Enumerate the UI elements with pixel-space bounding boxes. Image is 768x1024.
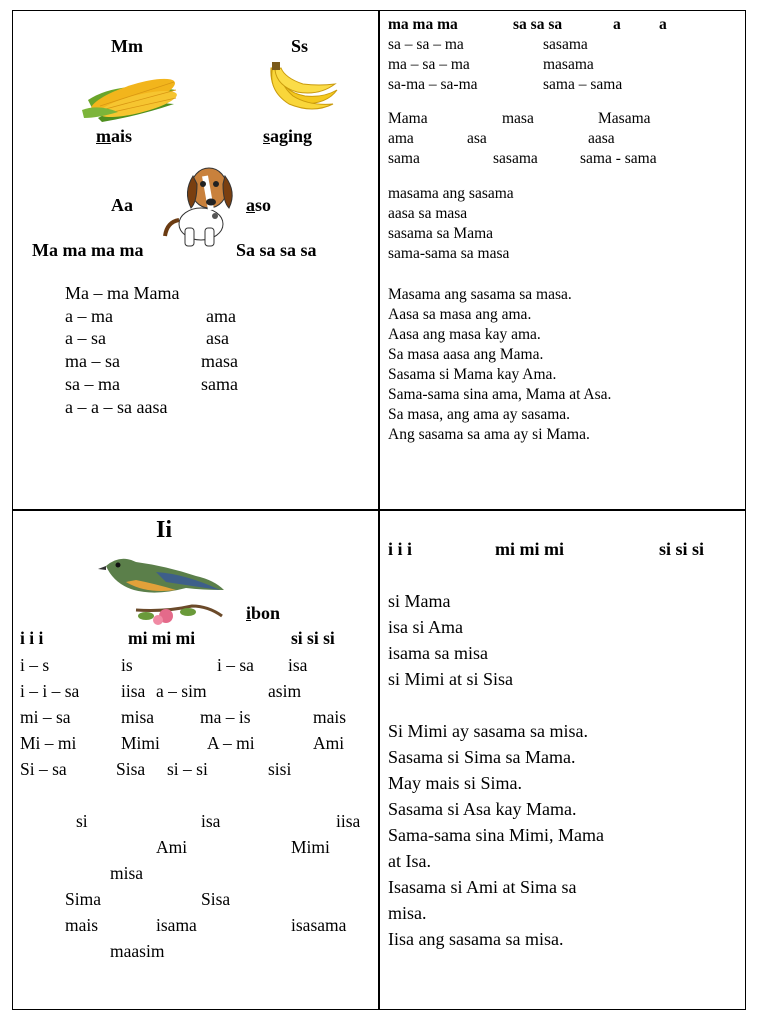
q3-word: Sisa — [201, 889, 231, 909]
q4-phrase: isama sa misa — [388, 643, 488, 663]
q3-word: isa — [201, 811, 221, 831]
q4-sentence: Sama-sama sina Mimi, Mama — [388, 825, 604, 845]
q2-sentence: Ang sasama sa ama ay si Mama. — [388, 426, 590, 443]
grid-divider-horizontal — [12, 509, 746, 511]
q3-cell: Si – sa — [20, 759, 67, 779]
q3-cell: Ami — [313, 733, 345, 753]
dog-icon — [161, 162, 243, 248]
q2-word: sasama — [493, 150, 538, 167]
q3-header-si: si si si — [291, 628, 335, 648]
q2-sentence: Aasa ang masa kay ama. — [388, 326, 541, 343]
q3-cell: mais — [313, 707, 347, 727]
corn-icon — [78, 60, 183, 122]
q2-word: sama – sama — [543, 76, 623, 93]
q3-cell: Mimi — [121, 733, 160, 753]
q4-header-mi: mi mi mi — [495, 539, 564, 559]
q2-word: ama — [388, 130, 414, 147]
q2-word: masama — [543, 56, 594, 73]
q4-sentence: Si Mimi ay sasama sa misa. — [388, 721, 588, 741]
q3-cell: asim — [268, 681, 302, 701]
q3-word: isasama — [291, 915, 347, 935]
q3-cell: sisi — [268, 759, 292, 779]
q4-sentence: Isasama si Ami at Sima sa — [388, 877, 577, 897]
q2-word: sama — [388, 150, 420, 167]
q2-word: asa — [467, 130, 487, 147]
q4-sentence: May mais si Sima. — [388, 773, 522, 793]
banana-icon — [263, 60, 341, 115]
q3-word: maasim — [110, 941, 165, 961]
q1-row-left: sa – ma — [65, 374, 120, 394]
q3-cell: isa — [288, 655, 308, 675]
q3-cell: A – mi — [207, 733, 255, 753]
q1-row-right: ama — [206, 306, 236, 326]
q2-phrase: sasama sa Mama — [388, 225, 494, 242]
q3-cell: misa — [121, 707, 155, 727]
q3-cell: Mi – mi — [20, 733, 77, 753]
q2-syllable-row: sa – sa – ma — [388, 36, 464, 53]
q3-word: si — [76, 811, 88, 831]
q2-word: Masama — [598, 110, 651, 127]
q3-cell: is — [121, 655, 133, 675]
q2-sentence: Sa masa aasa ang Mama. — [388, 346, 544, 363]
q2-header-a: a — [613, 16, 621, 33]
q2-word: masa — [502, 110, 534, 127]
q3-word: iisa — [336, 811, 361, 831]
q3-word: Mimi — [291, 837, 330, 857]
q4-phrase: si Mimi at si Sisa — [388, 669, 514, 689]
q3-cell: i – s — [20, 655, 50, 675]
q2-sentence: Sasama si Mama kay Ama. — [388, 366, 557, 383]
q4-sentence: Sasama si Asa kay Mama. — [388, 799, 577, 819]
q4-phrase: isa si Ama — [388, 617, 463, 637]
q2-phrase: masama ang sasama — [388, 185, 514, 202]
word-ibon: ibon — [246, 603, 281, 623]
q1-row-left: ma – sa — [65, 351, 120, 371]
q3-cell: si – si — [167, 759, 208, 779]
q3-word: Ami — [156, 837, 188, 857]
q2-syllable-row: sa-ma – sa-ma — [388, 76, 478, 93]
q2-word: aasa — [588, 130, 615, 147]
q2-sentence: Aasa sa masa ang ama. — [388, 306, 532, 323]
q2-header-ma: ma ma ma — [388, 16, 458, 33]
q3-word: isama — [156, 915, 197, 935]
q2-sentence: Masama ang sasama sa masa. — [388, 286, 572, 303]
q1-row-left: a – ma — [65, 306, 113, 326]
q1-row-left: a – a – sa aasa — [65, 397, 168, 417]
word-aso: aso — [246, 195, 272, 215]
q3-word: mais — [65, 915, 99, 935]
letter-s-heading: Ss — [291, 36, 309, 56]
q4-sentence: at Isa. — [388, 851, 431, 871]
q3-header-i: i i i — [20, 628, 44, 648]
q2-word: Mama — [388, 110, 428, 127]
syllables-ma: Ma ma ma ma — [32, 240, 144, 260]
q1-row-right: asa — [206, 328, 229, 348]
q3-cell: mi – sa — [20, 707, 71, 727]
q4-phrase: si Mama — [388, 591, 451, 611]
q3-word: Sima — [65, 889, 101, 909]
q2-header-a: a — [659, 16, 667, 33]
q3-cell: ma – is — [200, 707, 251, 727]
word-saging: saging — [263, 126, 313, 146]
q2-sentence: Sa masa, ang ama ay sasama. — [388, 406, 571, 423]
q1-row-right: sama — [201, 374, 238, 394]
q4-header-si: si si si — [659, 539, 705, 559]
q3-cell: Sisa — [116, 759, 146, 779]
q2-sentence: Sama-sama sina ama, Mama at Asa. — [388, 386, 612, 403]
q2-phrase: aasa sa masa — [388, 205, 468, 222]
letter-a-heading: Aa — [111, 195, 133, 215]
q1-row-left: a – sa — [65, 328, 106, 348]
q2-word: sasama — [543, 36, 588, 53]
q4-sentence: Iisa ang sasama sa misa. — [388, 929, 564, 949]
q3-cell: iisa — [121, 681, 146, 701]
bird-icon — [96, 550, 228, 630]
q3-cell: a – sim — [156, 681, 207, 701]
q3-cell: i – i – sa — [20, 681, 80, 701]
syllables-sa: Sa sa sa sa — [236, 240, 317, 260]
q1-row-left: Ma – ma Mama — [65, 283, 180, 303]
letter-m-heading: Mm — [111, 36, 143, 56]
q3-header-mi: mi mi mi — [128, 628, 196, 648]
q4-sentence: Sasama si Sima sa Mama. — [388, 747, 576, 767]
q4-header-i: i i i — [388, 539, 413, 559]
q2-word: sama - sama — [580, 150, 657, 167]
q1-row-right: masa — [201, 351, 238, 371]
q2-header-sa: sa sa sa — [513, 16, 563, 33]
q2-phrase: sama-sama sa masa — [388, 245, 510, 262]
q2-syllable-row: ma – sa – ma — [388, 56, 470, 73]
word-mais: mais — [96, 126, 133, 146]
q4-sentence: misa. — [388, 903, 427, 923]
q3-word: misa — [110, 863, 144, 883]
q3-cell: i – sa — [217, 655, 254, 675]
letter-i-heading: Ii — [156, 517, 173, 543]
